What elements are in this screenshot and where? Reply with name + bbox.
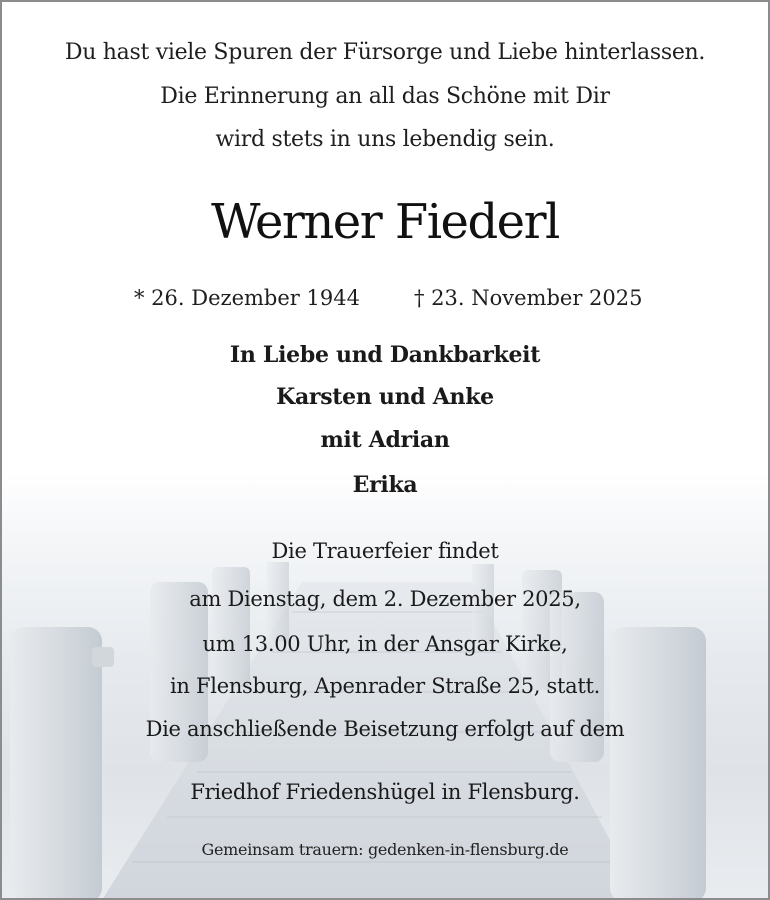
mourners-intro: In Liebe und Dankbarkeit: [229, 342, 541, 368]
verse-line-2: Die Erinnerung an all das Schöne mit Dir: [160, 84, 610, 109]
notice-text: [2, 2, 768, 898]
mourner-line-3: Erika: [352, 472, 418, 498]
mourner-line-2: mit Adrian: [320, 427, 450, 453]
verse-line-3: wird stets in uns lebendig sein.: [215, 127, 555, 152]
death-date: † 23. November 2025: [414, 286, 643, 310]
mourner-line-1: Karsten und Anke: [276, 384, 494, 410]
service-line-4: in Flensburg, Apenrader Straße 25, statt.: [169, 674, 600, 698]
service-line-1: Die Trauerfeier findet: [271, 539, 499, 563]
service-line-5: Die anschließende Beisetzung erfolgt auf dem: [145, 717, 625, 741]
footer-link-text: Gemeinsam trauern: gedenken-in-flensburg.de: [201, 840, 569, 859]
deceased-name: Werner Fiederl: [211, 194, 559, 250]
service-line-3: um 13.00 Uhr, in der Ansgar Kirke,: [202, 632, 568, 656]
service-line-6: Friedhof Friedenshügel in Flensburg.: [190, 780, 580, 804]
service-line-2: am Dienstag, dem 2. Dezember 2025,: [189, 587, 581, 611]
verse-line-1: Du hast viele Spuren der Fürsorge und Liebe hinterlassen.: [64, 40, 706, 65]
birth-date: * 26. Dezember 1944: [134, 286, 360, 310]
